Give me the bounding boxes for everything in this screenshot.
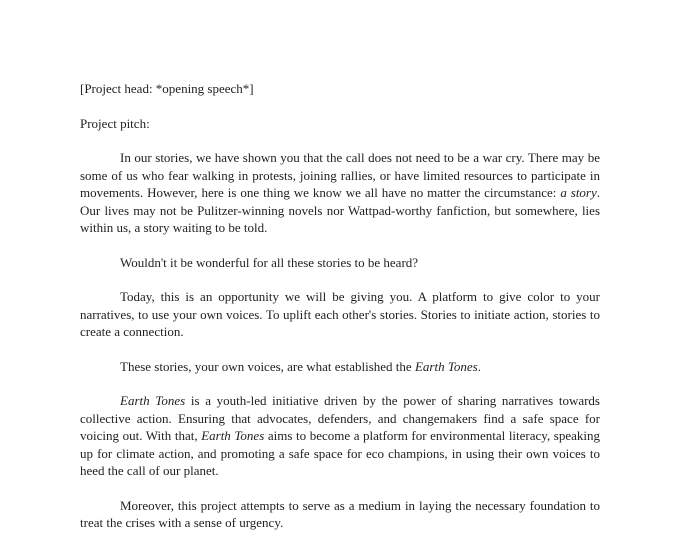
emphasis-text: Earth Tones [120, 393, 186, 408]
paragraph-moreover: Moreover, this project attempts to serve as a medium in laying the necessary foundation to treat the crises with a sense of urgency. [80, 497, 600, 530]
document-body [80, 80, 600, 549]
paragraph-text: is a youth-led initiative driven by the power of sharing narratives towards collective action. Ensuring that advocates, defenders, and changemakers find a safe space for voicing out. With that, [80, 393, 600, 443]
paragraph-earth-tones-intro [80, 358, 600, 376]
paragraph-question: Wouldn't it be wonderful for all these stories to be heard? [120, 254, 419, 270]
emphasis-text: Earth Tones [414, 358, 478, 374]
paragraph-text: aims to become a platform for environmental literacy, speaking up for climate action, and promoting a safe space for eco champions, in using their own voices to heed the call of our planet. [80, 428, 600, 478]
emphasis-text: a story [560, 185, 597, 200]
emphasis-text: Earth Tones [201, 428, 265, 443]
paragraph-text: In our stories, we have shown you that the call does not need to be a war cry. There may be some of us who fear walking in protests, joining rallies, or have limited resources to participate in movements. However, here is one thing we know we all have no matter the circumstance: [80, 150, 600, 200]
paragraph-stories [80, 149, 600, 237]
paragraph-text: . Our lives may not be Pulitzer-winning novels nor Wattpad-worthy fanfiction, but somewhere, lies within us, a story waiting to be told. [80, 185, 601, 235]
project-heading: [Project head: *opening speech*] [80, 81, 254, 96]
paragraph-text: These stories, your own voices, are what established the [120, 358, 415, 374]
paragraph-earth-tones-mission [80, 392, 600, 480]
paragraph-opportunity: Today, this is an opportunity we will be giving you. A platform to give color to your narratives, to use your own voices. To uplift each other's stories. Stories to initiate action, stories to create a connection. [80, 289, 600, 339]
paragraph-text: . [477, 358, 481, 374]
project-pitch-label: Project pitch: [80, 115, 150, 131]
